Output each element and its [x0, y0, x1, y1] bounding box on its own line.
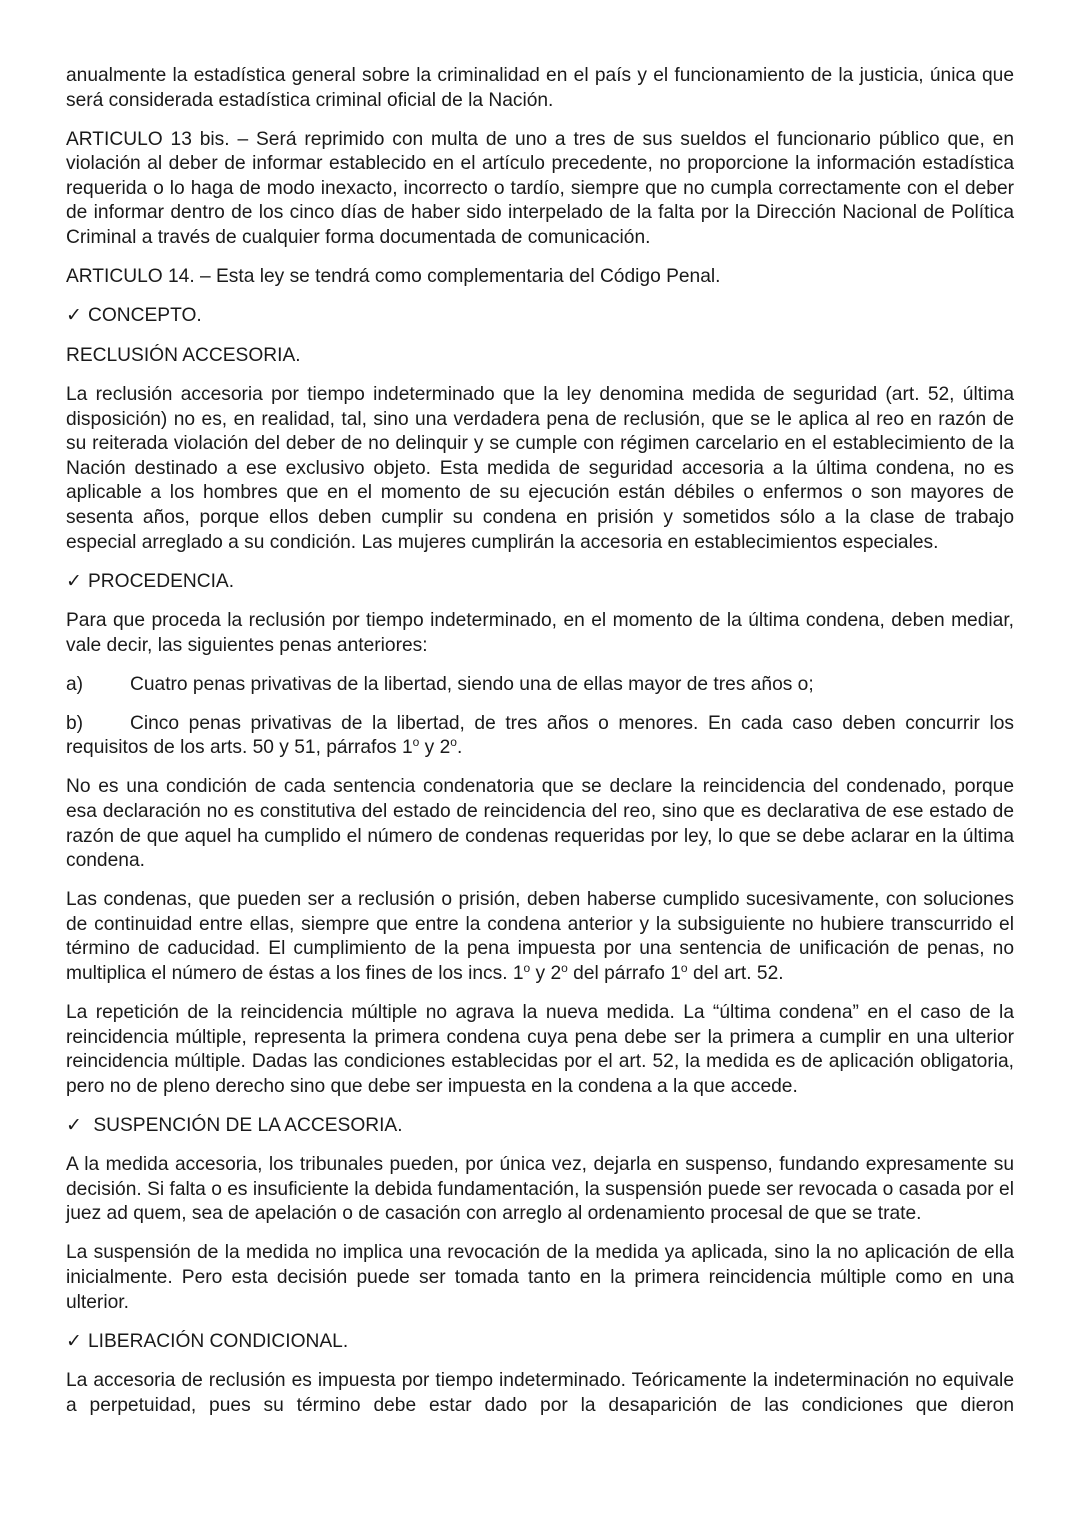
paragraph-reclusion-accesoria: La reclusión accesoria por tiempo indeterminado que la ley denomina medida de seguridad (art. 52, última disposición) no es, en realidad, tal, sino una verdadera pena de reclusión, que se le aplica al reo en razón de su reiterada violación del deber de no delinquir y se cumple con régimen carcelario en el establecimiento de la Nación destinado a ese exclusivo objeto. Esta medida de seguridad accesoria a la última condena, no es aplicable a los hombres que en el momento de su ejecución están débiles o enfermos o son mayores de sesenta años, porque ellos deben cumplir su condena en prisión y sometidos sólo a la clase de trabajo especial arreglado a su condición. Las mujeres cumplirán la accesoria en establecimientos especiales.: [66, 384, 1014, 553]
list-text-b: Cinco penas privativas de la libertad, de tres años o menores. En cada caso deben concurrir los requisitos de los arts. 50 y 51, párrafos 1: [66, 712, 1014, 759]
ordinal-indicator: o: [561, 960, 568, 975]
heading-procedencia-text: PROCEDENCIA.: [88, 570, 235, 592]
heading-liberacion-text: LIBERACIÓN CONDICIONAL.: [88, 1330, 349, 1352]
check-icon: ✓: [66, 304, 83, 326]
paragraph-articulo-13-bis: ARTICULO 13 bis. – Será reprimido con multa de uno a tres de sus sueldos el funcionario público que, en violación al deber de informar establecido en el artículo precedente, no proporcione la información estadística requerida o lo haga de modo inexacto, incorrecto o tardío, siempre que no cumpla correctamente con el deber de informar dentro de los cinco días de haber sido interpelado de la falta por la Dirección Nacional de Política Criminal a través de cualquier forma documentada de comunicación.: [66, 128, 1014, 248]
heading-concepto: [66, 304, 1014, 329]
paragraph-medida-accesoria: A la medida accesoria, los tribunales pueden, por única vez, dejarla en suspenso, fundando expresamente su decisión. Si falta o es insuficiente la debida fundamentación, la suspensión puede ser revocada o casada por el juez ad quem, sea de apelación o de casación con arreglo al ordenamiento procesal de que se trate.: [66, 1154, 1014, 1225]
heading-reclusion-accesoria: RECLUSIÓN ACCESORIA.: [66, 344, 301, 366]
paragraph-condenas: [66, 888, 1014, 986]
paragraph-accesoria-reclusion: La accesoria de reclusión es impuesta por tiempo indeterminado. Teóricamente la indeterminación no equivale a perpetuidad, pues su término debe estar dado por la desaparición de las condiciones que dieron: [66, 1370, 1014, 1416]
list-item-a: [66, 673, 1014, 698]
paragraph-declaracion-reincidencia: No es una condición de cada sentencia condenatoria que se declare la reincidencia del condenado, porque esa declaración no es constitutiva del estado de reincidencia del reo, sino que es declarativa de ese estado de razón de que aquel ha cumplido el número de condenas requeridas por ley, lo que se debe aclarar en la última condena.: [66, 776, 1014, 872]
list-text-b-2: y 2: [419, 737, 451, 759]
heading-liberacion: [66, 1330, 1014, 1355]
paragraph-condenas-text-2: y 2: [530, 962, 562, 984]
check-icon: ✓: [66, 570, 83, 592]
heading-suspencion: [66, 1114, 1014, 1139]
paragraph-procedencia: Para que proceda la reclusión por tiempo indeterminado, en el momento de la última condena, deben mediar, vale decir, las siguientes penas anteriores:: [66, 610, 1014, 656]
list-marker-a: a): [66, 673, 84, 695]
paragraph-estadistica: anualmente la estadística general sobre la criminalidad en el país y el funcionamiento de la justicia, única que será considerada estadística criminal oficial de la Nación.: [66, 65, 1014, 111]
check-icon: ✓: [66, 1114, 83, 1136]
heading-concepto-text: CONCEPTO.: [88, 304, 202, 326]
check-icon: ✓: [66, 1330, 83, 1352]
paragraph-condenas-text-1: Las condenas, que pueden ser a reclusión o prisión, deben haberse cumplido sucesivamente, con soluciones de continuidad entre ellas, siempre que entre la condena anterior y la subsiguiente no hubiere transcurrido el término de caducidad. El cumplimiento de la pena impuesta por una sentencia de unificación de penas, no multiplica el número de éstas a los fines de los incs. 1: [66, 889, 1014, 984]
list-text-a: Cuatro penas privativas de la libertad, siendo una de ellas mayor de tres años o;: [130, 673, 814, 695]
document-page: [66, 64, 1014, 1433]
list-marker-b: b): [66, 712, 84, 734]
paragraph-repeticion-reincidencia: La repetición de la reincidencia múltiple no agrava la nueva medida. La “última condena” en el caso de la reincidencia múltiple, representa la primera condena cuya pena debe ser la primera a cumplir en una ulterior reincidencia múltiple. Dadas las condiciones establecidas por el art. 52, la medida es de aplicación obligatoria, pero no de pleno derecho sino que debe ser impuesta en la condena a la que accede.: [66, 1001, 1014, 1097]
ordinal-indicator: o: [412, 735, 420, 750]
paragraph-condenas-text-4: del art. 52.: [687, 962, 784, 984]
paragraph-suspension-medida: La suspensión de la medida no implica una revocación de la medida ya aplicada, sino la no aplicación de ella inicialmente. Pero esta decisión puede ser tomada tanto en la primera reincidencia múltiple como en una ulterior.: [66, 1242, 1014, 1313]
paragraph-articulo-14: ARTICULO 14. – Esta ley se tendrá como complementaria del Código Penal.: [66, 265, 721, 287]
list-text-b-3: .: [456, 737, 463, 759]
ordinal-indicator: o: [680, 960, 688, 975]
heading-suspencion-text: SUSPENCIÓN DE LA ACCESORIA.: [93, 1114, 403, 1136]
ordinal-indicator: o: [450, 735, 457, 750]
list-item-b: [66, 712, 1014, 761]
ordinal-indicator: o: [523, 960, 531, 975]
heading-procedencia: [66, 570, 1014, 595]
paragraph-condenas-text-3: del párrafo 1: [567, 962, 681, 984]
